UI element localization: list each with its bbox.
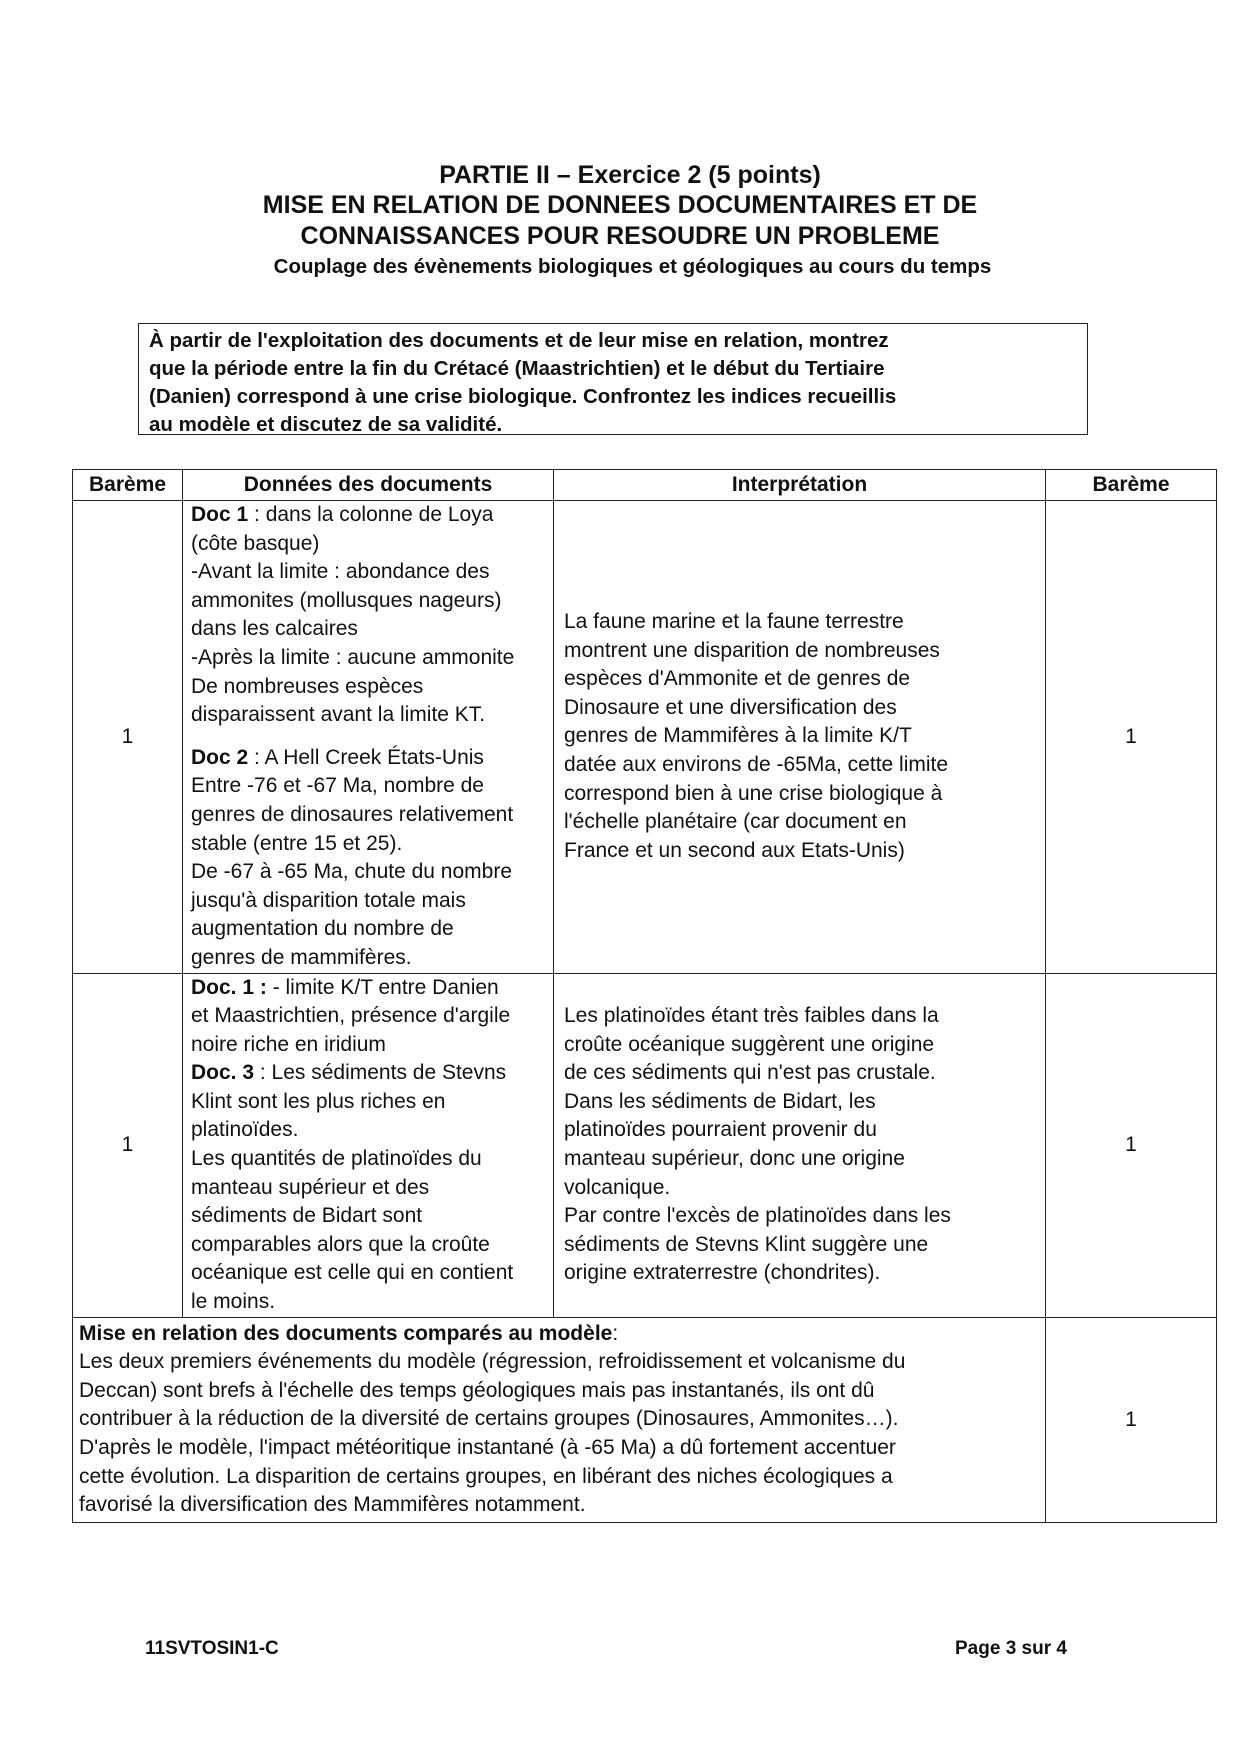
relation-title-suffix: : [612,1321,619,1345]
interpretation-line: La faune marine et la faune terrestre [564,610,904,634]
document-code: 11SVTOSIN1-C [145,1638,279,1659]
relation-line: Deccan) sont brefs à l'échelle des temps géologiques mais pas instantanés, ils ont dû [79,1378,875,1402]
interpretation-line: France et un second aux Etats-Unis) [564,838,905,862]
data-line: et Maastrichtien, présence d'argile [191,1004,511,1028]
interpretation-line: Par contre l'excès de platinoïdes dans les [564,1204,951,1228]
score-cell: 1 [73,973,183,1317]
relation-title: Mise en relation des documents comparés au modèle [79,1321,613,1345]
data-cell [183,501,554,974]
score-cell: 1 [1046,501,1217,974]
data-cell [183,973,554,1317]
data-line: ammonites (mollusques nageurs) [191,588,502,612]
data-line: (côte basque) [191,531,320,555]
data-line: comparables alors que la croûte [191,1232,490,1256]
task-line: que la période entre la fin du Crétacé (Maastrichtien) et le début du Tertiaire [149,357,885,380]
header-bareme-right: Barème [1046,470,1217,501]
interpretation-line: platinoïdes pourraient provenir du [564,1118,877,1142]
data-line: sédiments de Bidart sont [191,1204,423,1228]
data-line: dans les calcaires [191,617,358,641]
task-line: (Danien) correspond à une crise biologique. Confrontez les indices recueillis [149,385,897,408]
relation-cell [73,1317,1046,1522]
page-header [0,160,1240,282]
doc-label: Doc. 3 [191,1061,255,1085]
data-line: Entre -76 et -67 Ma, nombre de [191,774,484,798]
data-line: augmentation du nombre de [191,917,454,941]
score-cell: 1 [1046,1317,1217,1522]
data-line: disparaissent avant la limite KT. [191,703,486,727]
interpretation-line: Dinosaure et une diversification des [564,695,897,719]
doc-label: Doc 2 [191,745,249,769]
interpretation-cell [554,501,1046,974]
data-line: De -67 à -65 Ma, chute du nombre [191,860,513,884]
interpretation-line: Les platinoïdes étant très faibles dans la [564,1004,939,1028]
interpretation-line: espèces d'Ammonite et de genres de [564,667,911,691]
task-line: au modèle et discutez de sa validité. [149,413,503,436]
heading-line-2: MISE EN RELATION DE DONNEES DOCUMENTAIRES ET DE [262,191,978,219]
table-row [73,1317,1217,1522]
interpretation-line: origine extraterrestre (chondrites). [564,1261,881,1285]
interpretation-line: montrent une disparition de nombreuses [564,638,940,662]
data-line: -Après la limite : aucune ammonite [191,645,515,669]
score-cell: 1 [1046,973,1217,1317]
data-line: De nombreuses espèces [191,674,424,698]
data-line: genres de mammifères. [191,945,412,969]
data-line: océanique est celle qui en contient [191,1261,514,1285]
data-line: : A Hell Creek États-Unis [248,745,484,769]
interpretation-cell [554,973,1046,1317]
heading-line-3: CONNAISSANCES POUR RESOUDRE UN PROBLEME [300,222,940,250]
relation-line: cette évolution. La disparition de certains groupes, en libérant des niches écologiques a [79,1464,893,1488]
subtitle: Couplage des évènements biologiques et géologiques au cours du temps [273,255,992,278]
data-line: Klint sont les plus riches en [191,1089,446,1113]
task-box [138,323,1088,435]
interpretation-line: volcanique. [564,1175,671,1199]
doc-label: Doc. 1 : [191,975,267,999]
task-line: À partir de l'exploitation des documents et de leur mise en relation, montrez [149,329,889,352]
relation-line: contribuer à la réduction de la diversité de certains groupes (Dinosaures, Ammonites…). [79,1407,899,1431]
table-header-row [73,470,1217,501]
data-line: jusqu'à disparition totale mais [191,888,466,912]
data-line: -Avant la limite : abondance des [191,560,490,584]
interpretation-line: sédiments de Stevns Klint suggère une [564,1232,929,1256]
header-bareme-left: Barème [73,470,183,501]
data-line: platinoïdes. [191,1118,299,1142]
relation-line: favorisé la diversification des Mammifères notamment. [79,1493,586,1517]
header-interpretation: Interprétation [554,470,1046,501]
interpretation-line: correspond bien à une crise biologique à [564,781,943,805]
interpretation-line: genres de Mammifères à la limite K/T [564,724,912,748]
grading-table [72,469,1217,1523]
data-line: le moins. [191,1290,276,1314]
score-cell: 1 [73,501,183,974]
interpretation-line: datée aux environs de -65Ma, cette limite [564,753,949,777]
data-line: noire riche en iridium [191,1032,386,1056]
doc-label: Doc 1 [191,503,249,526]
data-line: : dans la colonne de Loya [248,503,494,526]
header-donnees: Données des documents [183,470,554,501]
exercise-title: PARTIE II – Exercice 2 (5 points) [439,161,821,189]
relation-line: D'après le modèle, l'impact météoritique instantané (à -65 Ma) a dû fortement accentuer [79,1436,896,1459]
table-row [73,501,1217,974]
interpretation-line: Dans les sédiments de Bidart, les [564,1089,876,1113]
data-line: : Les sédiments de Stevns [254,1061,507,1085]
data-line: Les quantités de platinoïdes du [191,1147,482,1171]
relation-line: Les deux premiers événements du modèle (régression, refroidissement et volcanisme du [79,1350,906,1374]
table-row [73,973,1217,1317]
data-line: genres de dinosaures relativement [191,802,514,826]
page-number: Page 3 sur 4 [955,1638,1067,1659]
data-line: - limite K/T entre Danien [266,975,499,999]
data-line: manteau supérieur et des [191,1175,430,1199]
interpretation-line: de ces sédiments qui n'est pas crustale. [564,1061,936,1085]
data-line: stable (entre 15 et 25). [191,831,403,855]
interpretation-line: l'échelle planétaire (car document en [564,810,907,834]
interpretation-line: manteau supérieur, donc une origine [564,1147,905,1171]
interpretation-line: croûte océanique suggèrent une origine [564,1032,935,1056]
